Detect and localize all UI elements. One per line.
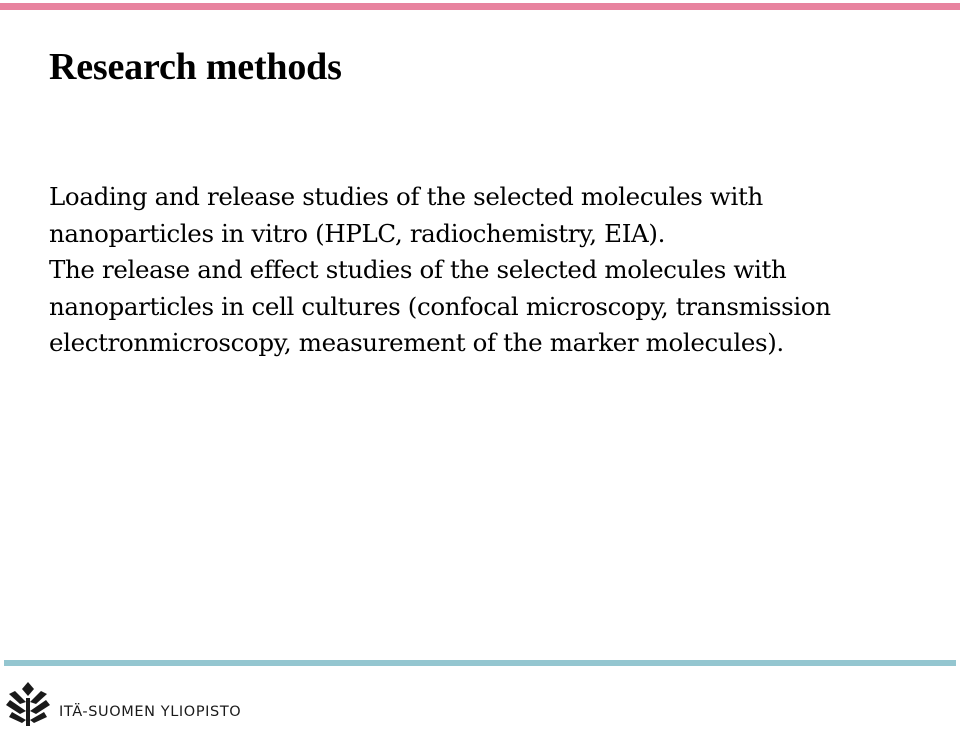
university-logo bbox=[6, 680, 241, 726]
logo-wordmark: ITÄ-SUOMEN YLIOPISTO bbox=[59, 704, 242, 720]
slide-body bbox=[49, 179, 949, 362]
leaf-sprout-icon bbox=[6, 680, 50, 726]
paragraph-cell-cultures: The release and effect studies of the selected molecules with nanoparticles in cell cultures (confocal microscopy, transmission electronmicroscopy, measurement of the marker molecules). bbox=[49, 255, 831, 357]
slide-title: Research methods bbox=[49, 46, 342, 88]
bottom-accent-bar bbox=[4, 660, 956, 666]
paragraph-in-vitro: Loading and release studies of the selected molecules with nanoparticles in vitro (HPLC, radiochemistry, EIA). bbox=[49, 182, 763, 248]
top-accent-bar bbox=[0, 3, 960, 10]
